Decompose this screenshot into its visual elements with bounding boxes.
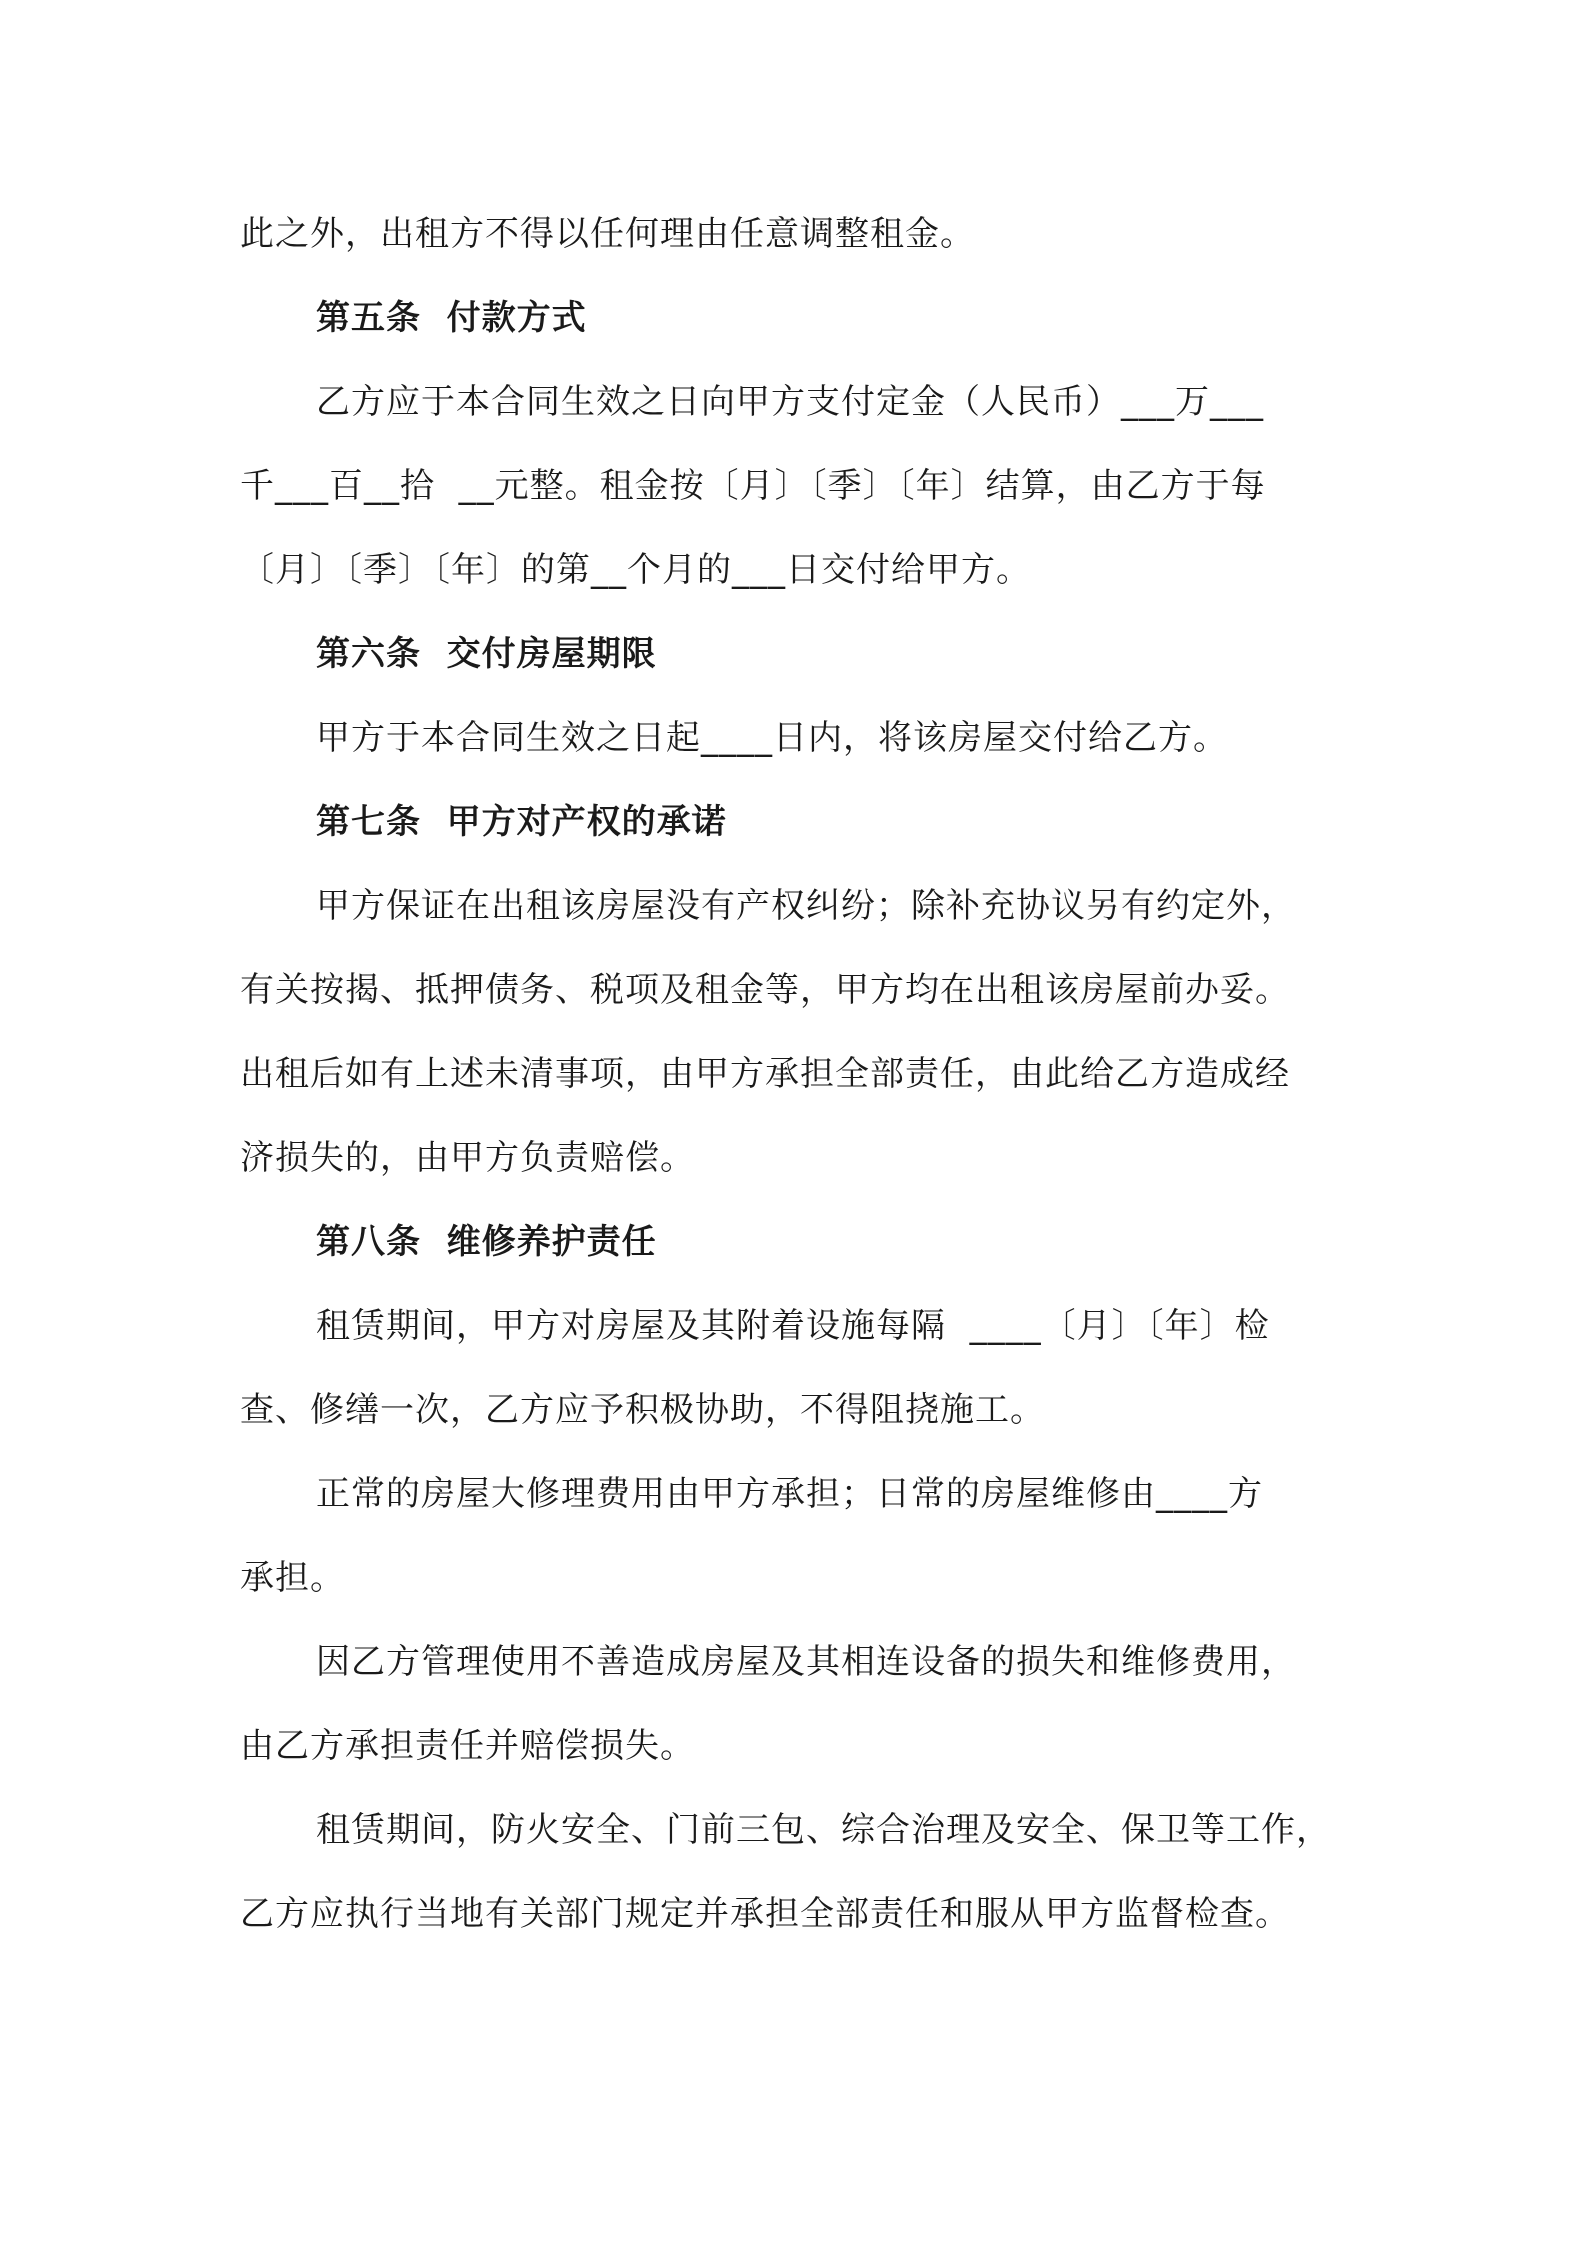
text-line: 因乙方管理使用不善造成房屋及其相连设备的损失和维修费用， [316,1642,1296,1682]
section-heading: 第六条 交付房屋期限 [316,634,657,674]
text-line: 甲方保证在出租该房屋没有产权纠纷；除补充协议另有约定外， [316,886,1296,926]
text-line: 查、修缮一次，乙方应予积极协助，不得阻挠施工。 [240,1390,1045,1430]
text-line: 济损失的，由甲方负责赔偿。 [240,1138,695,1178]
text-line: 出租后如有上述未清事项，由甲方承担全部责任，由此给乙方造成经 [240,1054,1290,1094]
text-line: 〔月〕〔季〕〔年〕的第__个月的___日交付给甲方。 [240,550,1031,590]
text-line: 乙方应执行当地有关部门规定并承担全部责任和服从甲方监督检查。 [240,1894,1290,1934]
text-line: 甲方于本合同生效之日起____日内，将该房屋交付给乙方。 [316,718,1228,758]
text-line: 乙方应于本合同生效之日向甲方支付定金（人民币）___万___ [316,382,1264,422]
section-heading: 第五条 付款方式 [316,298,587,338]
text-line: 有关按揭、抵押债务、税项及租金等，甲方均在出租该房屋前办妥。 [240,970,1290,1010]
text-line: 租赁期间，甲方对房屋及其附着设施每隔 ____〔月〕〔年〕检 [316,1306,1270,1346]
document-body [240,192,1354,1956]
text-line: 千___百__拾 __元整。租金按〔月〕〔季〕〔年〕结算，由乙方于每 [240,466,1266,506]
section-heading: 第八条 维修养护责任 [316,1222,657,1262]
text-line: 由乙方承担责任并赔偿损失。 [240,1726,695,1766]
text-line: 租赁期间，防火安全、门前三包、综合治理及安全、保卫等工作， [316,1810,1331,1850]
text-line: 此之外，出租方不得以任何理由任意调整租金。 [240,214,975,254]
text-line: 承担。 [240,1558,345,1598]
section-heading: 第七条 甲方对产权的承诺 [316,802,727,842]
text-line: 正常的房屋大修理费用由甲方承担；日常的房屋维修由____方 [316,1474,1263,1514]
